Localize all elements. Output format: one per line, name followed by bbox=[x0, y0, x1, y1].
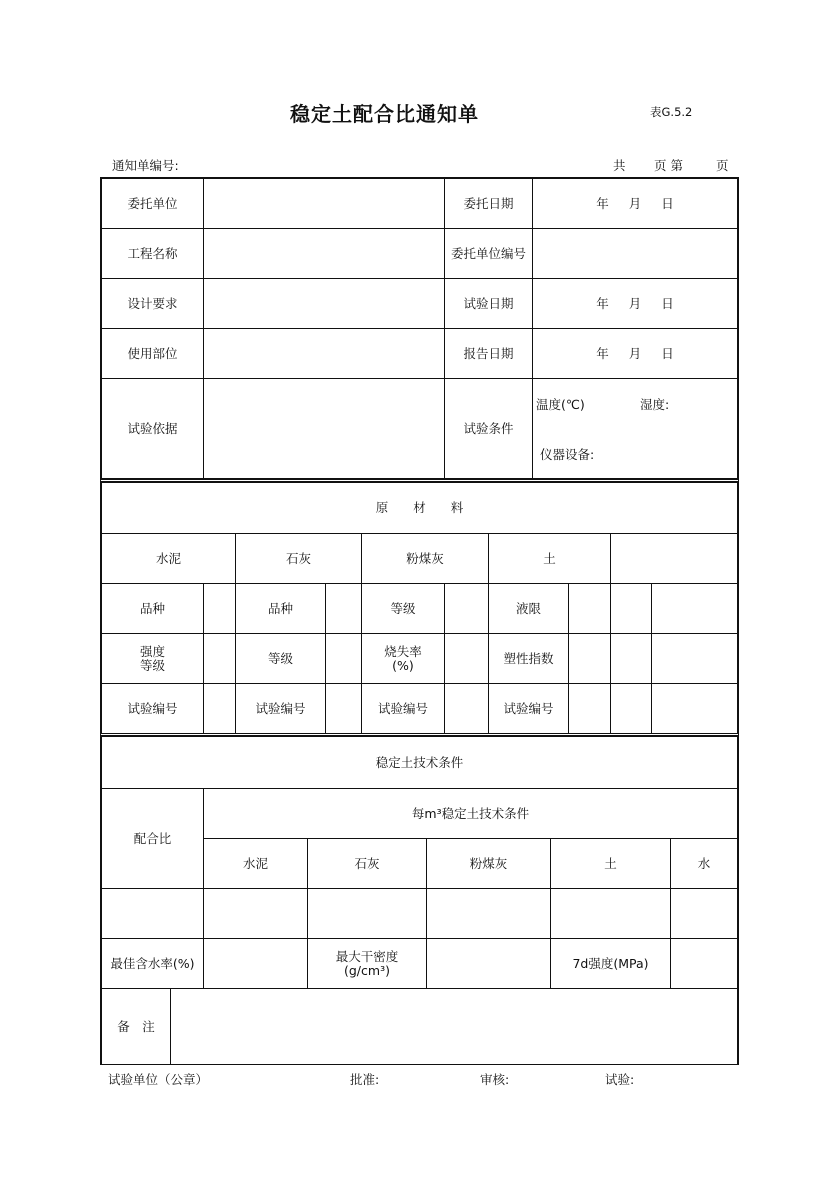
label-client-unit: 委托单位 bbox=[101, 178, 204, 229]
label-client-unit-no: 委托单位编号 bbox=[444, 228, 533, 279]
month: 月 bbox=[628, 195, 642, 211]
label-test-conditions: 试验条件 bbox=[444, 378, 533, 479]
humidity-label: 湿度: bbox=[640, 397, 670, 412]
equipment-label: 仪器设备: bbox=[540, 447, 595, 462]
label-use-part: 使用部位 bbox=[101, 328, 204, 379]
field-cement-variety[interactable] bbox=[203, 583, 236, 634]
label-design-requirement: 设计要求 bbox=[101, 278, 204, 329]
notice-number-label: 通知单编号: bbox=[112, 158, 179, 173]
label-loss-on-ignition: 烧失率 (%) bbox=[361, 633, 445, 684]
field-blank[interactable] bbox=[651, 683, 738, 734]
field-max-dry-density[interactable] bbox=[426, 938, 551, 989]
header-flyash: 粉煤灰 bbox=[426, 838, 551, 889]
header-lime: 石灰 bbox=[307, 838, 427, 889]
field-strength-grade[interactable] bbox=[203, 633, 236, 684]
field-test-conditions[interactable] bbox=[532, 378, 738, 479]
label-lime-grade: 等级 bbox=[235, 633, 326, 684]
field-project-name[interactable] bbox=[203, 228, 445, 279]
label-client-date: 委托日期 bbox=[444, 178, 533, 229]
field-blank[interactable] bbox=[651, 583, 738, 634]
label-report-date: 报告日期 bbox=[444, 328, 533, 379]
field-report-date[interactable] bbox=[532, 328, 738, 379]
field-design-requirement[interactable] bbox=[203, 278, 445, 329]
tech-section-title: 稳定土技术条件 bbox=[101, 736, 738, 789]
field-remarks[interactable] bbox=[170, 988, 738, 1065]
field-flyash-grade[interactable] bbox=[444, 583, 489, 634]
label-test-basis: 试验依据 bbox=[101, 378, 204, 479]
field-blank[interactable] bbox=[610, 583, 652, 634]
label-project-name: 工程名称 bbox=[101, 228, 204, 279]
label-per-m3: 每m³稳定土技术条件 bbox=[203, 788, 738, 839]
header-lime: 石灰 bbox=[235, 533, 362, 584]
field-soil-test-no[interactable] bbox=[568, 683, 611, 734]
label-plasticity-index: 塑性指数 bbox=[488, 633, 569, 684]
footer-tester: 试验: bbox=[605, 1072, 635, 1087]
field-client-unit[interactable] bbox=[203, 178, 445, 229]
footer-approve: 批准: bbox=[350, 1072, 380, 1087]
label-strength-grade: 强度 等级 bbox=[101, 633, 204, 684]
form-code: 表G.5.2 bbox=[650, 105, 693, 119]
label-lime-test-no: 试验编号 bbox=[235, 683, 326, 734]
header-blank bbox=[610, 533, 738, 584]
header-soil: 土 bbox=[488, 533, 611, 584]
label-test-date: 试验日期 bbox=[444, 278, 533, 329]
field-flyash-test-no[interactable] bbox=[444, 683, 489, 734]
footer-test-unit: 试验单位（公章） bbox=[108, 1072, 209, 1087]
field-test-basis[interactable] bbox=[203, 378, 445, 479]
field-blank[interactable] bbox=[610, 683, 652, 734]
day: 日 bbox=[661, 345, 674, 361]
field-loss-on-ignition[interactable] bbox=[444, 633, 489, 684]
label-remarks: 备 注 bbox=[101, 988, 171, 1065]
field-liquid-limit[interactable] bbox=[568, 583, 611, 634]
label-flyash-test-no: 试验编号 bbox=[361, 683, 445, 734]
footer-review: 审核: bbox=[480, 1072, 510, 1087]
field-cement-test-no[interactable] bbox=[203, 683, 236, 734]
field-use-part[interactable] bbox=[203, 328, 445, 379]
label-soil-test-no: 试验编号 bbox=[488, 683, 569, 734]
field-mix-ratio[interactable] bbox=[101, 888, 204, 939]
label-optimal-moisture: 最佳含水率(%) bbox=[101, 938, 204, 989]
header-cement: 水泥 bbox=[101, 533, 236, 584]
year: 年 bbox=[596, 195, 609, 211]
field-cement[interactable] bbox=[203, 888, 308, 939]
field-lime-variety[interactable] bbox=[325, 583, 362, 634]
page-current-label: 页 第 bbox=[654, 158, 683, 173]
field-plasticity-index[interactable] bbox=[568, 633, 611, 684]
year: 年 bbox=[596, 295, 609, 311]
materials-section-title: 原 材 料 bbox=[101, 482, 738, 534]
year: 年 bbox=[596, 345, 609, 361]
day: 日 bbox=[661, 195, 674, 211]
label-max-dry-density: 最大干密度 (g/cm³) bbox=[307, 938, 427, 989]
label-7d-strength: 7d强度(MPa) bbox=[550, 938, 671, 989]
field-soil[interactable] bbox=[550, 888, 671, 939]
page-total-label: 共 bbox=[613, 158, 626, 173]
field-test-date[interactable] bbox=[532, 278, 738, 329]
label-mix-ratio: 配合比 bbox=[101, 788, 204, 889]
field-lime[interactable] bbox=[307, 888, 427, 939]
field-flyash[interactable] bbox=[426, 888, 551, 939]
label-cement-test-no: 试验编号 bbox=[101, 683, 204, 734]
month: 月 bbox=[628, 345, 642, 361]
page-unit-label: 页 bbox=[716, 158, 729, 173]
day: 日 bbox=[661, 295, 674, 311]
label-flyash-grade: 等级 bbox=[361, 583, 445, 634]
month: 月 bbox=[628, 295, 642, 311]
label-lime-variety: 品种 bbox=[235, 583, 326, 634]
field-client-date[interactable] bbox=[532, 178, 738, 229]
label-liquid-limit: 液限 bbox=[488, 583, 569, 634]
temperature-label: 温度(℃) bbox=[536, 397, 585, 412]
header-flyash: 粉煤灰 bbox=[361, 533, 489, 584]
field-blank[interactable] bbox=[651, 633, 738, 684]
page-title: 稳定土配合比通知单 bbox=[290, 102, 479, 126]
field-water[interactable] bbox=[670, 888, 738, 939]
header-cement: 水泥 bbox=[203, 838, 308, 889]
header-soil: 土 bbox=[550, 838, 671, 889]
field-lime-grade[interactable] bbox=[325, 633, 362, 684]
field-optimal-moisture[interactable] bbox=[203, 938, 308, 989]
field-client-unit-no[interactable] bbox=[532, 228, 738, 279]
field-lime-test-no[interactable] bbox=[325, 683, 362, 734]
field-7d-strength[interactable] bbox=[670, 938, 738, 989]
header-water: 水 bbox=[670, 838, 738, 889]
field-blank[interactable] bbox=[610, 633, 652, 684]
label-cement-variety: 品种 bbox=[101, 583, 204, 634]
